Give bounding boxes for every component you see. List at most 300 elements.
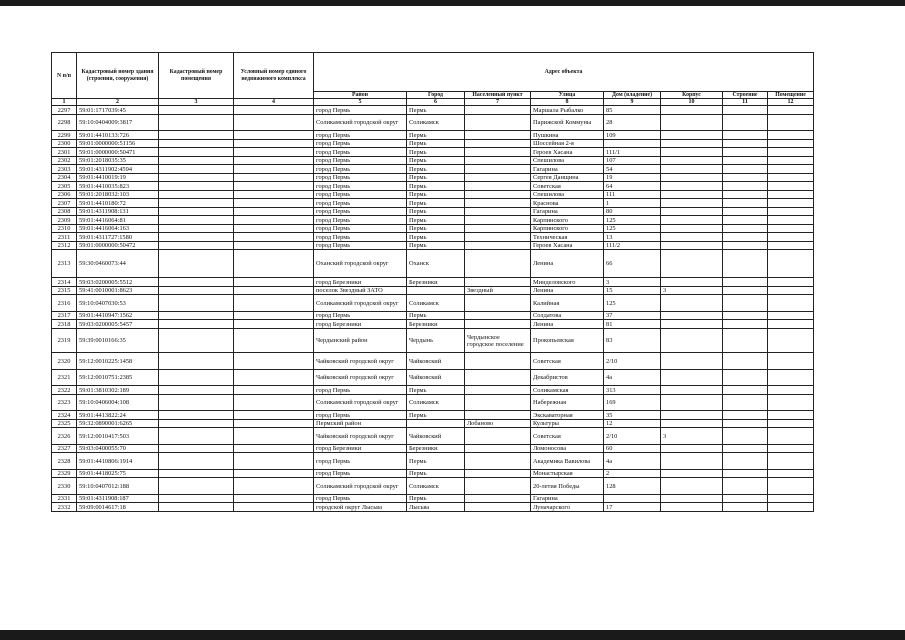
row-number-cell: 2327 bbox=[52, 444, 77, 453]
city-cell: Лысьва bbox=[407, 503, 465, 512]
settlement-cell bbox=[465, 428, 531, 445]
cadastral-building-cell: 59:10:0406004:108 bbox=[77, 394, 159, 411]
table-row bbox=[52, 394, 814, 411]
room-cell bbox=[768, 182, 814, 191]
conditional-number-cell bbox=[234, 469, 314, 478]
building-cell bbox=[723, 311, 768, 320]
cadastral-room-cell bbox=[159, 469, 234, 478]
row-number-cell: 2309 bbox=[52, 216, 77, 225]
table-row bbox=[52, 224, 814, 233]
conditional-number-cell bbox=[234, 320, 314, 329]
city-cell: Чайковский bbox=[407, 369, 465, 386]
street-cell: Луначарского bbox=[531, 503, 604, 512]
house-cell: 111/2 bbox=[604, 241, 661, 250]
row-number-cell: 2306 bbox=[52, 190, 77, 199]
room-cell bbox=[768, 165, 814, 174]
row-number-cell: 2321 bbox=[52, 369, 77, 386]
building-cell bbox=[723, 156, 768, 165]
objects-table bbox=[51, 52, 814, 512]
building-cell bbox=[723, 190, 768, 199]
column-number: 8 bbox=[531, 99, 604, 106]
cadastral-building-cell: 59:01:4413822:24 bbox=[77, 411, 159, 420]
building-cell bbox=[723, 286, 768, 295]
room-cell bbox=[768, 295, 814, 312]
room-cell bbox=[768, 478, 814, 495]
conditional-number-cell bbox=[234, 328, 314, 353]
district-cell: город Пермь bbox=[314, 199, 407, 208]
cadastral-building-cell: 59:01:3810302:189 bbox=[77, 386, 159, 395]
settlement-cell bbox=[465, 369, 531, 386]
settlement-cell bbox=[465, 182, 531, 191]
cadastral-building-cell: 59:01:2018032:103 bbox=[77, 190, 159, 199]
cadastral-building-cell: 59:01:4410947:1562 bbox=[77, 311, 159, 320]
building-cell bbox=[723, 131, 768, 140]
room-cell bbox=[768, 428, 814, 445]
row-number-cell: 2325 bbox=[52, 419, 77, 428]
block-cell bbox=[661, 114, 723, 131]
street-cell: Героев Хасана bbox=[531, 148, 604, 157]
column-number: 2 bbox=[77, 99, 159, 106]
room-cell bbox=[768, 419, 814, 428]
building-cell bbox=[723, 453, 768, 470]
table-row bbox=[52, 411, 814, 420]
block-cell bbox=[661, 216, 723, 225]
row-number-cell: 2302 bbox=[52, 156, 77, 165]
settlement-cell: Чердынское городское поселение bbox=[465, 328, 531, 353]
city-cell: Березники bbox=[407, 320, 465, 329]
settlement-cell bbox=[465, 295, 531, 312]
column-number: 4 bbox=[234, 99, 314, 106]
cadastral-room-cell bbox=[159, 320, 234, 329]
cadastral-building-cell: 59:12:0010751:2385 bbox=[77, 369, 159, 386]
header-cadastral-room: Кадастровый номер помещения bbox=[159, 53, 234, 99]
street-cell: Маршала Рыбалко bbox=[531, 106, 604, 115]
district-cell: город Пермь bbox=[314, 156, 407, 165]
settlement-cell bbox=[465, 353, 531, 370]
cadastral-room-cell bbox=[159, 114, 234, 131]
block-cell bbox=[661, 233, 723, 242]
cadastral-building-cell: 59:01:4311902:4594 bbox=[77, 165, 159, 174]
settlement-cell bbox=[465, 216, 531, 225]
house-cell: 109 bbox=[604, 131, 661, 140]
settlement-cell bbox=[465, 503, 531, 512]
street-cell: Парижской Коммуны bbox=[531, 114, 604, 131]
row-number-cell: 2316 bbox=[52, 295, 77, 312]
settlement-cell bbox=[465, 469, 531, 478]
district-cell: город Пермь bbox=[314, 216, 407, 225]
conditional-number-cell bbox=[234, 386, 314, 395]
room-cell bbox=[768, 131, 814, 140]
cadastral-building-cell: 59:01:4416064:81 bbox=[77, 216, 159, 225]
street-cell: Культуры bbox=[531, 419, 604, 428]
cadastral-room-cell bbox=[159, 411, 234, 420]
block-cell bbox=[661, 369, 723, 386]
building-cell bbox=[723, 320, 768, 329]
street-cell: Монастырская bbox=[531, 469, 604, 478]
street-cell: Гагарина bbox=[531, 494, 604, 503]
conditional-number-cell bbox=[234, 199, 314, 208]
row-number-cell: 2314 bbox=[52, 278, 77, 287]
row-number-cell: 2303 bbox=[52, 165, 77, 174]
room-cell bbox=[768, 224, 814, 233]
cadastral-building-cell: 59:01:1717039:45 bbox=[77, 106, 159, 115]
settlement-cell bbox=[465, 131, 531, 140]
room-cell bbox=[768, 453, 814, 470]
building-cell bbox=[723, 216, 768, 225]
cadastral-room-cell bbox=[159, 156, 234, 165]
cadastral-building-cell: 59:01:4410035:823 bbox=[77, 182, 159, 191]
building-cell bbox=[723, 199, 768, 208]
house-cell: 128 bbox=[604, 478, 661, 495]
room-cell bbox=[768, 494, 814, 503]
city-cell: Соликамск bbox=[407, 114, 465, 131]
house-cell: 35 bbox=[604, 411, 661, 420]
table-row bbox=[52, 114, 814, 131]
block-cell bbox=[661, 207, 723, 216]
house-cell: 66 bbox=[604, 250, 661, 278]
cadastral-building-cell: 59:41:0010001:8623 bbox=[77, 286, 159, 295]
settlement-cell bbox=[465, 494, 531, 503]
row-number-cell: 2332 bbox=[52, 503, 77, 512]
cadastral-building-cell: 59:09:0014617:18 bbox=[77, 503, 159, 512]
table-header-row bbox=[52, 53, 814, 92]
room-cell bbox=[768, 139, 814, 148]
row-number-cell: 2304 bbox=[52, 173, 77, 182]
cadastral-room-cell bbox=[159, 311, 234, 320]
room-cell bbox=[768, 233, 814, 242]
row-number-cell: 2322 bbox=[52, 386, 77, 395]
column-number: 10 bbox=[661, 99, 723, 106]
district-cell: город Пермь bbox=[314, 148, 407, 157]
block-cell bbox=[661, 241, 723, 250]
cadastral-room-cell bbox=[159, 278, 234, 287]
cadastral-building-cell: 59:30:0460073:44 bbox=[77, 250, 159, 278]
room-cell bbox=[768, 216, 814, 225]
row-number-cell: 2311 bbox=[52, 233, 77, 242]
district-cell: Соликамский городской округ bbox=[314, 295, 407, 312]
conditional-number-cell bbox=[234, 216, 314, 225]
room-cell bbox=[768, 444, 814, 453]
street-cell: Ленина bbox=[531, 250, 604, 278]
block-cell bbox=[661, 131, 723, 140]
block-cell: 3 bbox=[661, 428, 723, 445]
row-number-cell: 2317 bbox=[52, 311, 77, 320]
room-cell bbox=[768, 114, 814, 131]
settlement-cell bbox=[465, 250, 531, 278]
house-cell: 2/10 bbox=[604, 353, 661, 370]
house-cell bbox=[604, 139, 661, 148]
block-cell bbox=[661, 419, 723, 428]
cadastral-building-cell: 59:01:4418025:75 bbox=[77, 469, 159, 478]
conditional-number-cell bbox=[234, 182, 314, 191]
table-row bbox=[52, 106, 814, 115]
table-row bbox=[52, 182, 814, 191]
block-cell bbox=[661, 295, 723, 312]
street-cell: Ломоносова bbox=[531, 444, 604, 453]
district-cell: город Пермь bbox=[314, 190, 407, 199]
house-cell: 169 bbox=[604, 394, 661, 411]
street-cell: Карпинского bbox=[531, 216, 604, 225]
cadastral-room-cell bbox=[159, 216, 234, 225]
cadastral-room-cell bbox=[159, 207, 234, 216]
cadastral-building-cell: 59:10:0407030:53 bbox=[77, 295, 159, 312]
conditional-number-cell bbox=[234, 148, 314, 157]
district-cell: поселок Звездный ЗАТО bbox=[314, 286, 407, 295]
house-cell: 4а bbox=[604, 453, 661, 470]
table-row bbox=[52, 428, 814, 445]
city-cell: Пермь bbox=[407, 106, 465, 115]
room-cell bbox=[768, 207, 814, 216]
table-row bbox=[52, 173, 814, 182]
district-cell: Пермский район bbox=[314, 419, 407, 428]
header-n: N п/п bbox=[52, 53, 77, 99]
district-cell: город Пермь bbox=[314, 131, 407, 140]
conditional-number-cell bbox=[234, 173, 314, 182]
settlement-cell bbox=[465, 394, 531, 411]
street-cell: Набережная bbox=[531, 394, 604, 411]
conditional-number-cell bbox=[234, 278, 314, 287]
table-row bbox=[52, 353, 814, 370]
table-row bbox=[52, 494, 814, 503]
table-row bbox=[52, 295, 814, 312]
street-cell: Калийная bbox=[531, 295, 604, 312]
room-cell bbox=[768, 369, 814, 386]
house-cell: 17 bbox=[604, 503, 661, 512]
block-cell bbox=[661, 311, 723, 320]
settlement-cell bbox=[465, 190, 531, 199]
settlement-cell: Лобаново bbox=[465, 419, 531, 428]
street-cell: Соликамская bbox=[531, 386, 604, 395]
district-cell: город Пермь bbox=[314, 469, 407, 478]
row-number-cell: 2299 bbox=[52, 131, 77, 140]
cadastral-room-cell bbox=[159, 286, 234, 295]
header-room: Помещение bbox=[768, 92, 814, 99]
block-cell bbox=[661, 478, 723, 495]
house-cell: 83 bbox=[604, 328, 661, 353]
row-number-cell: 2324 bbox=[52, 411, 77, 420]
table-row bbox=[52, 139, 814, 148]
settlement-cell bbox=[465, 207, 531, 216]
city-cell: Пермь bbox=[407, 156, 465, 165]
district-cell: город Березники bbox=[314, 444, 407, 453]
table-row bbox=[52, 216, 814, 225]
building-cell bbox=[723, 295, 768, 312]
district-cell: город Пермь bbox=[314, 139, 407, 148]
room-cell bbox=[768, 394, 814, 411]
table-row bbox=[52, 165, 814, 174]
building-cell bbox=[723, 106, 768, 115]
table-row bbox=[52, 469, 814, 478]
room-cell bbox=[768, 286, 814, 295]
column-number: 7 bbox=[465, 99, 531, 106]
cadastral-building-cell: 59:01:4410806:1914 bbox=[77, 453, 159, 470]
city-cell: Пермь bbox=[407, 241, 465, 250]
settlement-cell bbox=[465, 106, 531, 115]
table-row bbox=[52, 286, 814, 295]
table-row bbox=[52, 278, 814, 287]
settlement-cell bbox=[465, 114, 531, 131]
cadastral-room-cell bbox=[159, 328, 234, 353]
room-cell bbox=[768, 353, 814, 370]
building-cell bbox=[723, 233, 768, 242]
house-cell: 19 bbox=[604, 173, 661, 182]
street-cell: Солдатова bbox=[531, 311, 604, 320]
cadastral-room-cell bbox=[159, 139, 234, 148]
cadastral-room-cell bbox=[159, 182, 234, 191]
city-cell: Оханск bbox=[407, 250, 465, 278]
row-number-cell: 2305 bbox=[52, 182, 77, 191]
city-cell bbox=[407, 419, 465, 428]
table-row bbox=[52, 250, 814, 278]
house-cell: 125 bbox=[604, 224, 661, 233]
settlement-cell bbox=[465, 148, 531, 157]
street-cell: Шоссейная 2-я bbox=[531, 139, 604, 148]
block-cell bbox=[661, 224, 723, 233]
cadastral-building-cell: 59:01:4416064:163 bbox=[77, 224, 159, 233]
building-cell bbox=[723, 207, 768, 216]
settlement-cell bbox=[465, 156, 531, 165]
house-cell: 13 bbox=[604, 233, 661, 242]
block-cell bbox=[661, 139, 723, 148]
settlement-cell bbox=[465, 386, 531, 395]
block-cell bbox=[661, 353, 723, 370]
table-row bbox=[52, 241, 814, 250]
building-cell bbox=[723, 478, 768, 495]
conditional-number-cell bbox=[234, 419, 314, 428]
building-cell bbox=[723, 114, 768, 131]
column-number: 5 bbox=[314, 99, 407, 106]
settlement-cell bbox=[465, 453, 531, 470]
row-number-cell: 2301 bbox=[52, 148, 77, 157]
district-cell: город Березники bbox=[314, 278, 407, 287]
street-cell: Сергея Данщина bbox=[531, 173, 604, 182]
block-cell bbox=[661, 469, 723, 478]
room-cell bbox=[768, 199, 814, 208]
street-cell: Героев Хасана bbox=[531, 241, 604, 250]
house-cell: 37 bbox=[604, 311, 661, 320]
city-cell: Пермь bbox=[407, 131, 465, 140]
city-cell: Соликамск bbox=[407, 295, 465, 312]
city-cell: Пермь bbox=[407, 207, 465, 216]
building-cell bbox=[723, 444, 768, 453]
house-cell: 107 bbox=[604, 156, 661, 165]
settlement-cell bbox=[465, 311, 531, 320]
cadastral-room-cell bbox=[159, 295, 234, 312]
street-cell: Экскаваторная bbox=[531, 411, 604, 420]
district-cell: Чайковский городской округ bbox=[314, 369, 407, 386]
block-cell bbox=[661, 320, 723, 329]
row-number-cell: 2313 bbox=[52, 250, 77, 278]
column-number: 1 bbox=[52, 99, 77, 106]
block-cell bbox=[661, 503, 723, 512]
cadastral-room-cell bbox=[159, 386, 234, 395]
cadastral-building-cell: 59:32:0890001:6265 bbox=[77, 419, 159, 428]
city-cell: Пермь bbox=[407, 173, 465, 182]
street-cell: Минделовского bbox=[531, 278, 604, 287]
settlement-cell bbox=[465, 478, 531, 495]
header-district: Район bbox=[314, 92, 407, 99]
settlement-cell bbox=[465, 224, 531, 233]
cadastral-room-cell bbox=[159, 394, 234, 411]
cadastral-room-cell bbox=[159, 453, 234, 470]
city-cell: Пермь bbox=[407, 386, 465, 395]
house-cell: 60 bbox=[604, 444, 661, 453]
cadastral-room-cell bbox=[159, 173, 234, 182]
conditional-number-cell bbox=[234, 295, 314, 312]
scan-bottom-edge bbox=[0, 630, 905, 640]
header-building: Строение bbox=[723, 92, 768, 99]
header-cadastral-building: Кадастровый номер здания (строения, сооружения) bbox=[77, 53, 159, 99]
column-number: 3 bbox=[159, 99, 234, 106]
room-cell bbox=[768, 190, 814, 199]
city-cell: Пермь bbox=[407, 233, 465, 242]
city-cell: Пермь bbox=[407, 224, 465, 233]
city-cell: Соликамск bbox=[407, 394, 465, 411]
city-cell: Пермь bbox=[407, 494, 465, 503]
block-cell bbox=[661, 278, 723, 287]
row-number-cell: 2329 bbox=[52, 469, 77, 478]
block-cell: 3 bbox=[661, 286, 723, 295]
district-cell: Соликамский городской округ bbox=[314, 478, 407, 495]
conditional-number-cell bbox=[234, 453, 314, 470]
header-conditional-number: Условный номер единого недвижимого комплекса bbox=[234, 53, 314, 99]
room-cell bbox=[768, 106, 814, 115]
room-cell bbox=[768, 156, 814, 165]
settlement-cell bbox=[465, 241, 531, 250]
cadastral-room-cell bbox=[159, 494, 234, 503]
building-cell bbox=[723, 353, 768, 370]
building-cell bbox=[723, 328, 768, 353]
district-cell: Соликамский городской округ bbox=[314, 394, 407, 411]
city-cell: Соликамск bbox=[407, 478, 465, 495]
table-row bbox=[52, 311, 814, 320]
street-cell: Декабристов bbox=[531, 369, 604, 386]
house-cell: 80 bbox=[604, 207, 661, 216]
city-cell: Пермь bbox=[407, 139, 465, 148]
header-block: Корпус bbox=[661, 92, 723, 99]
conditional-number-cell bbox=[234, 106, 314, 115]
room-cell bbox=[768, 250, 814, 278]
building-cell bbox=[723, 369, 768, 386]
cadastral-building-cell: 59:01:0000000:50471 bbox=[77, 148, 159, 157]
house-cell: 313 bbox=[604, 386, 661, 395]
table-row bbox=[52, 444, 814, 453]
conditional-number-cell bbox=[234, 394, 314, 411]
building-cell bbox=[723, 469, 768, 478]
conditional-number-cell bbox=[234, 241, 314, 250]
cadastral-building-cell: 59:01:4410180:72 bbox=[77, 199, 159, 208]
street-cell: Советская bbox=[531, 182, 604, 191]
row-number-cell: 2331 bbox=[52, 494, 77, 503]
cadastral-building-cell: 59:01:0000000:50472 bbox=[77, 241, 159, 250]
header-settlement: Населенный пункт bbox=[465, 92, 531, 99]
scan-top-edge bbox=[0, 0, 905, 6]
street-cell: Прокопьевская bbox=[531, 328, 604, 353]
building-cell bbox=[723, 394, 768, 411]
street-cell: Техническая bbox=[531, 233, 604, 242]
conditional-number-cell bbox=[234, 369, 314, 386]
conditional-number-cell bbox=[234, 411, 314, 420]
district-cell: город Березники bbox=[314, 320, 407, 329]
cadastral-building-cell: 59:01:4311727:1580 bbox=[77, 233, 159, 242]
house-cell: 15 bbox=[604, 286, 661, 295]
cadastral-room-cell bbox=[159, 131, 234, 140]
column-number: 9 bbox=[604, 99, 661, 106]
table-row bbox=[52, 190, 814, 199]
street-cell: Гагарина bbox=[531, 207, 604, 216]
table-row bbox=[52, 131, 814, 140]
cadastral-room-cell bbox=[159, 148, 234, 157]
